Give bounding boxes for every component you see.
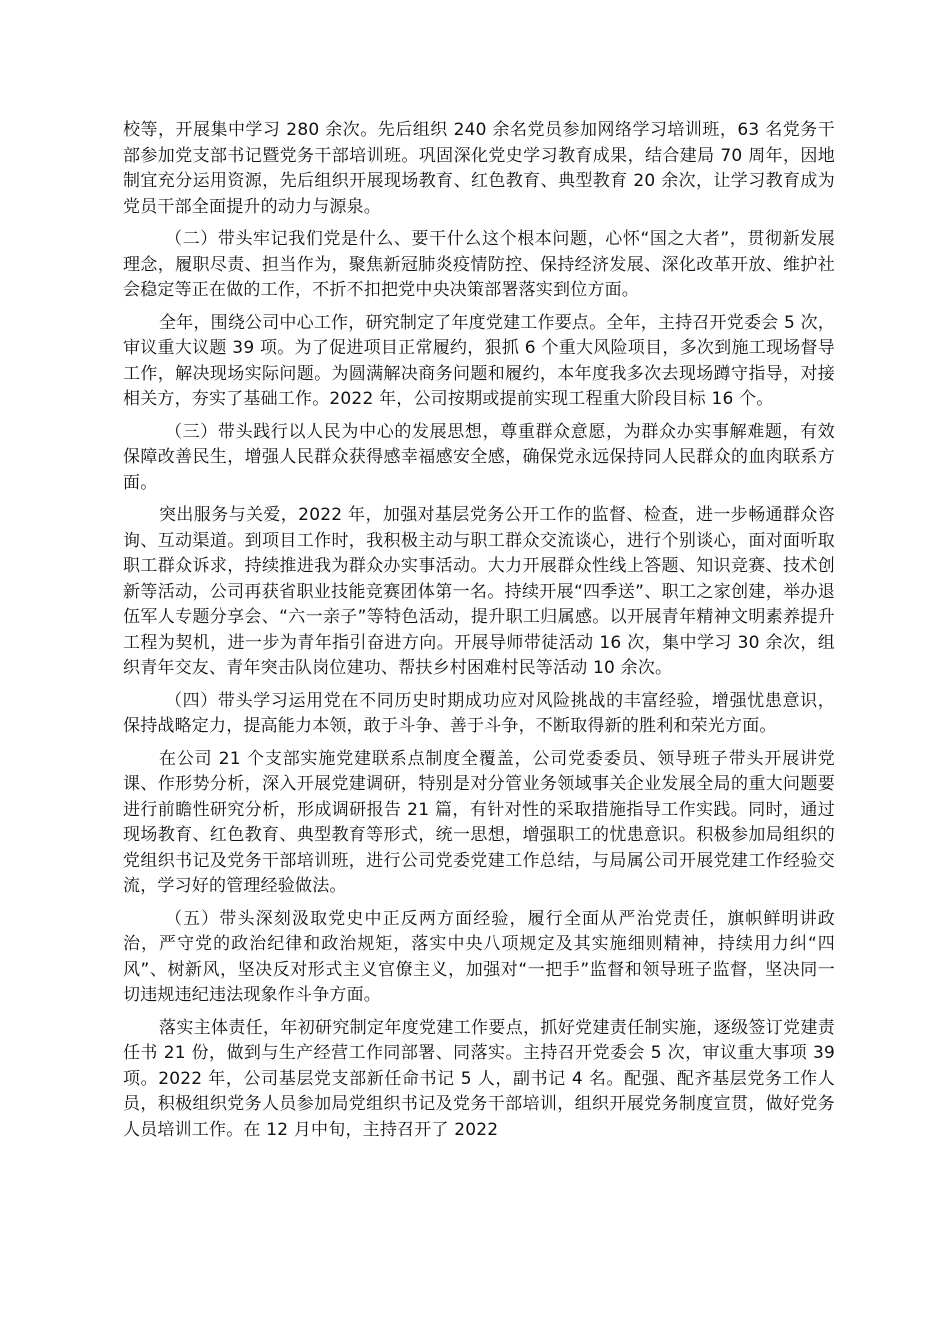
- paragraph-continuation: 校等，开展集中学习 280 余次。先后组织 240 余名党员参加网络学习培训班，63 名党务干部参加党支部书记暨党务干部培训班。巩固深化党史学习教育成果，结合建局 70 周年，因地制宜充分运用资源，先后组织开展现场教育、红色教育、典型教育 20 余次，让学习教育成为党员干部全面提升的动力与源泉。: [123, 120, 835, 217]
- paragraph-body: 全年，围绕公司中心工作，研究制定了年度党建工作要点。全年，主持召开党委会 5 次，审议重大议题 39 项。为了促进项目正常履约，狠抓 6 个重大风险项目，多次到施工现场督导工作，解决现场实际问题。为圆满解决商务问题和履约，本年度我多次去现场蹲守指导，对接相关方，夯实了基础工作。2022 年，公司按期或提前实现工程重大阶段目标 16 个。: [123, 312, 835, 409]
- paragraph-body: 在公司 21 个支部实施党建联系点制度全覆盖，公司党委委员、领导班子带头开展讲党课、作形势分析，深入开展党建调研，特别是对分管业务领域事关企业发展全局的重大问题要进行前瞻性研究分析，形成调研报告 21 篇，有针对性的采取措施指导工作实践。同时，通过现场教育、红色教育、典型教育等形式，统一思想，增强职工的忧患意识。积极参加局组织的党组织书记及党务干部培训班，进行公司党委党建工作总结，与局属公司开展党建工作经验交流，学习好的管理经验做法。: [123, 748, 835, 896]
- paragraph-body: 突出服务与关爱，2022 年，加强对基层党务公开工作的监督、检查，进一步畅通群众咨询、互动渠道。到项目工作时，我积极主动与职工群众交流谈心，进行个别谈心，面对面听取职工群众诉求，持续推进我为群众办实事活动。大力开展群众性线上答题、知识竞赛、技术创新等活动，公司再获省职业技能竞赛团体第一名。持续开展“四季送”、职工之家创建，举办退伍军人专题分享会、“六一亲子”等特色活动，提升职工归属感。以开展青年精神文明素养提升工程为契机，进一步为青年指引奋进方向。开展导师带徒活动 16 次，集中学习 30 余次，组织青年交友、青年突击队岗位建功、帮扶乡村困难村民等活动 10 余次。: [123, 505, 835, 678]
- section-heading-3: （三）带头践行以人民为中心的发展思想，尊重群众意愿，为群众办实事解难题，有效保障改善民生，增强人民群众获得感幸福感安全感，确保党永远保持同人民群众的血肉联系方面。: [123, 421, 835, 493]
- paragraph-body: 落实主体责任，年初研究制定年度党建工作要点，抓好党建责任制实施，逐级签订党建责任书 21 份，做到与生产经营工作同部署、同落实。主持召开党委会 5 次，审议重大事项 39 项。2022 年，公司基层党支部新任命书记 5 人，副书记 4 名。配强、配齐基层党务工作人员，积极组织党务人员参加局党组织书记及党务干部培训，组织开展党务制度宣贯，做好党务人员培训工作。在 12 月中旬，主持召开了 2022: [123, 1017, 835, 1140]
- section-heading-4: （四）带头学习运用党在不同历史时期成功应对风险挑战的丰富经验，增强忧患意识，保持战略定力，提高能力本领，敢于斗争、善于斗争，不断取得新的胜利和荣光方面。: [123, 690, 835, 736]
- section-heading-2: （二）带头牢记我们党是什么、要干什么这个根本问题，心怀“国之大者”，贯彻新发展理念，履职尽责、担当作为，聚焦新冠肺炎疫情防控、保持经济发展、深化改革开放、维护社会稳定等正在做的工作，不折不扣把党中央决策部署落实到位方面。: [123, 229, 835, 300]
- section-heading-5: （五）带头深刻汲取党史中正反两方面经验，履行全面从严治党责任，旗帜鲜明讲政治，严守党的政治纪律和政治规矩，落实中央八项规定及其实施细则精神，持续用力纠“四风”、树新风，坚决反对形式主义官僚主义，加强对“一把手”监督和领导班子监督，坚决同一切违规违纪违法现象作斗争方面。: [123, 908, 835, 1005]
- document-body: [123, 118, 835, 1150]
